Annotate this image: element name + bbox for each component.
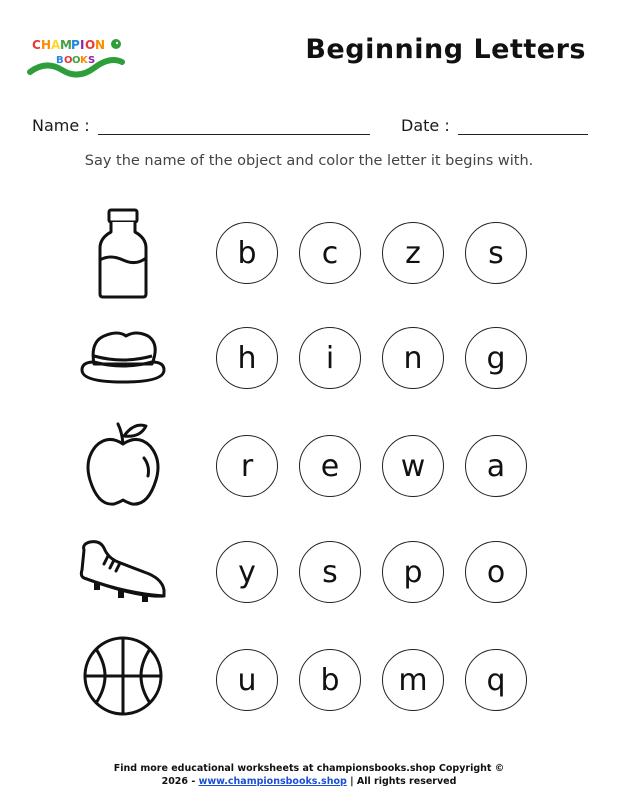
footer-line-1: Find more educational worksheets at championsbooks.shop Copyright ©: [113, 763, 505, 774]
letter-bubble-r1-c3[interactable]: z: [382, 222, 444, 284]
svg-text:P: P: [71, 38, 80, 52]
footer-year: 2026 -: [161, 776, 199, 787]
name-label: Name :: [32, 116, 90, 135]
svg-text:S: S: [88, 55, 96, 66]
letter-bubble-r1-c2[interactable]: c: [299, 222, 361, 284]
svg-text:K: K: [80, 55, 88, 66]
name-line[interactable]: [98, 118, 370, 135]
svg-text:B: B: [56, 55, 64, 66]
basketball-icon: [78, 630, 168, 722]
page-title: Beginning Letters: [305, 34, 586, 65]
svg-text:M: M: [60, 38, 72, 52]
svg-text:O: O: [85, 38, 96, 52]
name-date-row: [32, 116, 592, 138]
svg-text:I: I: [80, 38, 85, 52]
letter-bubble-r3-c2[interactable]: e: [299, 435, 361, 497]
letter-bubble-r3-c4[interactable]: a: [465, 435, 527, 497]
letter-bubble-r4-c3[interactable]: p: [382, 541, 444, 603]
letter-bubble-r5-c3[interactable]: m: [382, 649, 444, 711]
champion-books-logo: [26, 32, 126, 78]
letter-bubble-r4-c2[interactable]: s: [299, 541, 361, 603]
hat-icon: [78, 314, 168, 406]
name-field[interactable]: [32, 116, 370, 135]
footer-rights: | All rights reserved: [346, 776, 457, 787]
letter-bubble-r5-c4[interactable]: q: [465, 649, 527, 711]
date-field[interactable]: [401, 116, 588, 135]
letter-bubble-r4-c1[interactable]: y: [216, 541, 278, 603]
letter-bubble-r2-c1[interactable]: h: [216, 327, 278, 389]
letter-bubble-r3-c1[interactable]: r: [216, 435, 278, 497]
svg-text:O: O: [72, 55, 81, 66]
bottle-icon: [78, 208, 168, 300]
svg-text:H: H: [41, 38, 52, 52]
footer-line-2: [0, 775, 618, 788]
svg-text:N: N: [95, 38, 106, 52]
letter-bubble-r3-c3[interactable]: w: [382, 435, 444, 497]
letter-bubble-r1-c4[interactable]: s: [465, 222, 527, 284]
footer: [0, 762, 618, 788]
letter-bubble-r2-c4[interactable]: g: [465, 327, 527, 389]
shoe-icon: [78, 532, 168, 624]
letter-bubble-r4-c4[interactable]: o: [465, 541, 527, 603]
svg-text:O: O: [64, 55, 73, 66]
letter-bubble-r1-c1[interactable]: b: [216, 222, 278, 284]
svg-text:C: C: [32, 38, 41, 52]
svg-text:A: A: [51, 38, 61, 52]
letter-bubble-r5-c2[interactable]: b: [299, 649, 361, 711]
letter-bubble-r2-c2[interactable]: i: [299, 327, 361, 389]
instructions-text: Say the name of the object and color the letter it begins with.: [84, 153, 534, 169]
letter-bubble-r2-c3[interactable]: n: [382, 327, 444, 389]
footer-website-link[interactable]: www.championsbooks.shop: [198, 776, 347, 787]
apple-icon: [78, 418, 168, 510]
letter-bubble-r5-c1[interactable]: u: [216, 649, 278, 711]
date-line[interactable]: [458, 118, 588, 135]
date-label: Date :: [401, 116, 450, 135]
